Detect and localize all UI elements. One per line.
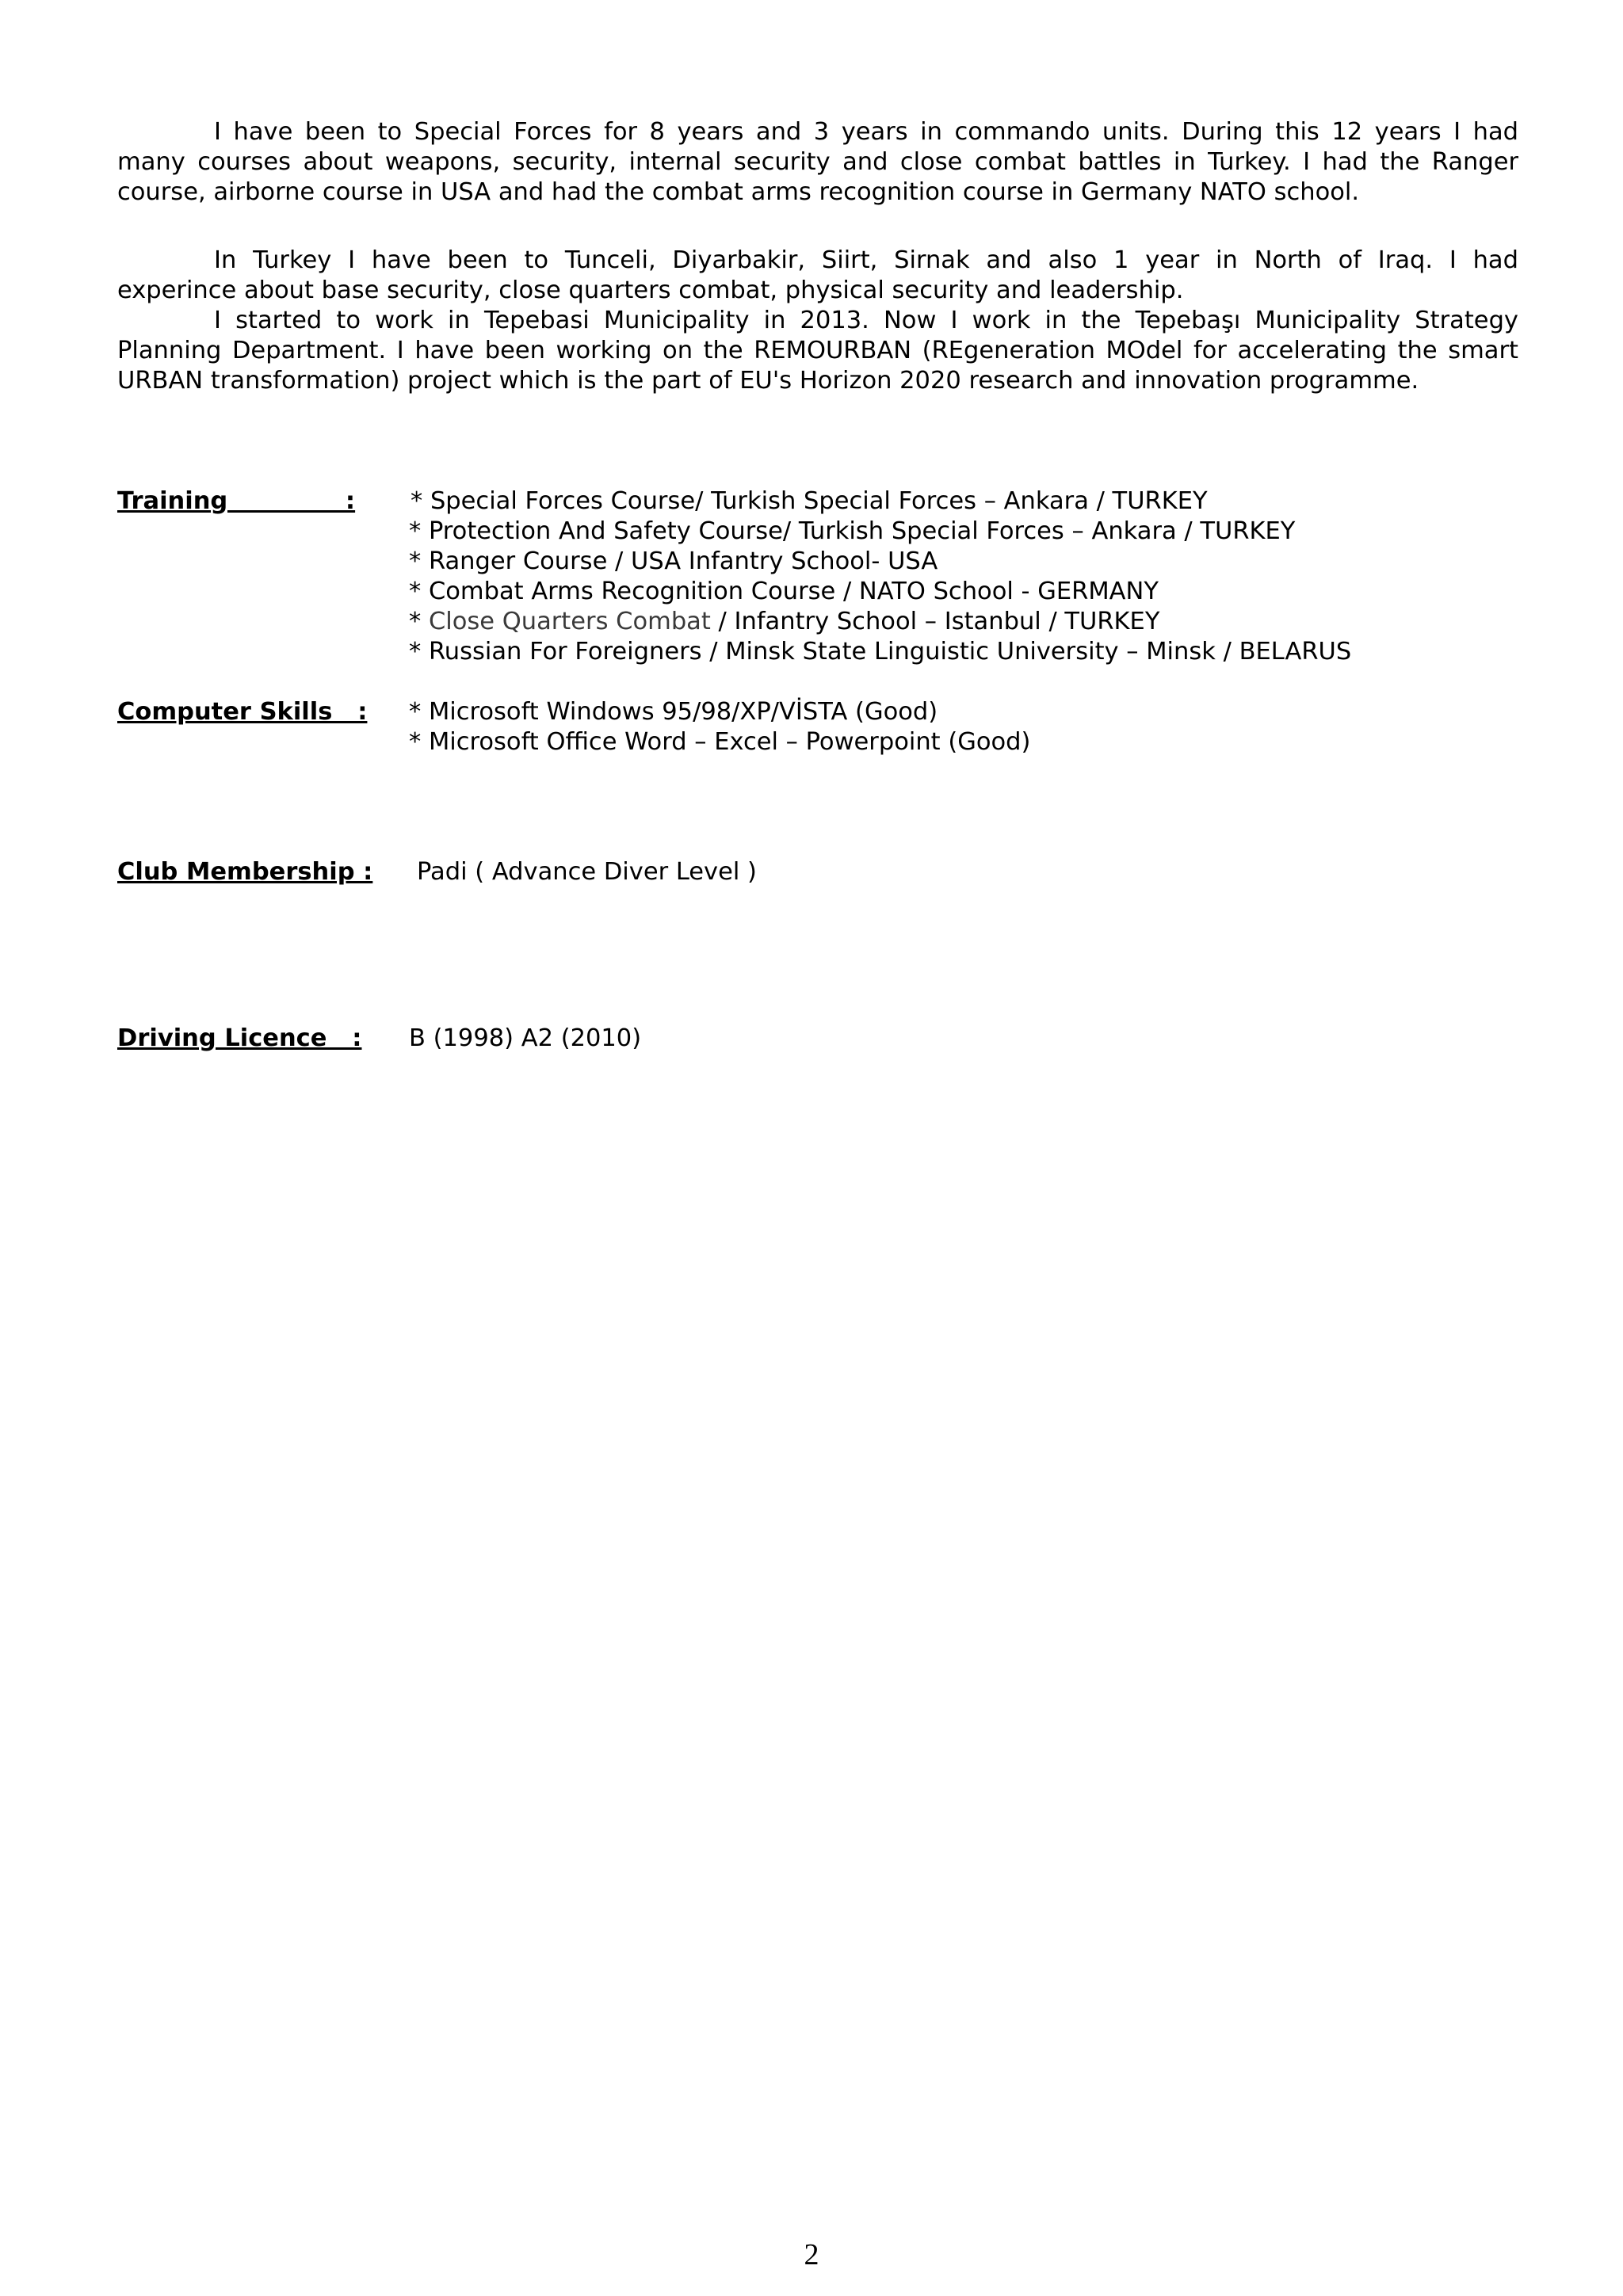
computer-skills-label: Computer Skills : [117, 698, 368, 726]
paragraph-line: In Turkey I have been to Tunceli, Diyarbakir, Siirt, Sirnak and also 1 year in North of Iraq. I had [214, 246, 1518, 274]
paragraph-line: course, airborne course in USA and had the combat arms recognition course in Germany NATO school. [117, 178, 1360, 206]
paragraph-military-service [117, 117, 1518, 208]
training-label: Training : [117, 487, 356, 515]
paragraph-deployments [117, 246, 1518, 306]
list-item: * Microsoft Office Word – Excel – Powerpoint (Good) [409, 728, 1031, 756]
driving-licence-value: B (1998) A2 (2010) [409, 1024, 642, 1052]
paragraph-line: URBAN transformation) project which is the part of EU's Horizon 2020 research and innovation programme. [117, 367, 1419, 395]
club-membership-label: Club Membership : [117, 858, 373, 886]
cqc-prefix: * [409, 608, 429, 635]
computer-skills-list [409, 697, 1030, 757]
paragraph-line: many courses about weapons, security, internal security and close combat battles in Turkey. I had the Ranger [117, 148, 1518, 176]
club-membership-value: Padi ( Advance Diver Level ) [417, 858, 757, 886]
list-item: * Special Forces Course/ Turkish Special Forces – Ankara / TURKEY [411, 487, 1208, 515]
list-item-cqc [409, 607, 1351, 637]
cqc-course-name: Close Quarters Combat [428, 608, 711, 635]
paragraph-line: Planning Department. I have been working on the REMOURBAN (REgeneration MOdel for accelerating the smart [117, 337, 1518, 364]
driving-licence-label: Driving Licence : [117, 1024, 362, 1052]
training-list [411, 486, 1351, 667]
list-item: * Ranger Course / USA Infantry School- USA [409, 547, 938, 575]
list-item: * Combat Arms Recognition Course / NATO School - GERMANY [409, 578, 1159, 605]
paragraph-line: experince about base security, close quarters combat, physical security and leadership. [117, 277, 1184, 304]
list-item: * Microsoft Windows 95/98/XP/VİSTA (Good) [409, 698, 938, 726]
paragraph-municipality-work [117, 306, 1518, 396]
cqc-course-rest: / Infantry School – Istanbul / TURKEY [710, 608, 1160, 635]
list-item: * Russian For Foreigners / Minsk State Linguistic University – Minsk / BELARUS [409, 638, 1352, 666]
paragraph-line: I have been to Special Forces for 8 years and 3 years in commando units. During this 12 years I had [214, 118, 1518, 146]
list-item: * Protection And Safety Course/ Turkish Special Forces – Ankara / TURKEY [409, 517, 1296, 545]
page-number: 2 [804, 2238, 819, 2271]
paragraph-line: I started to work in Tepebasi Municipality in 2013. Now I work in the Tepebaşı Municipality Strategy [214, 307, 1518, 334]
